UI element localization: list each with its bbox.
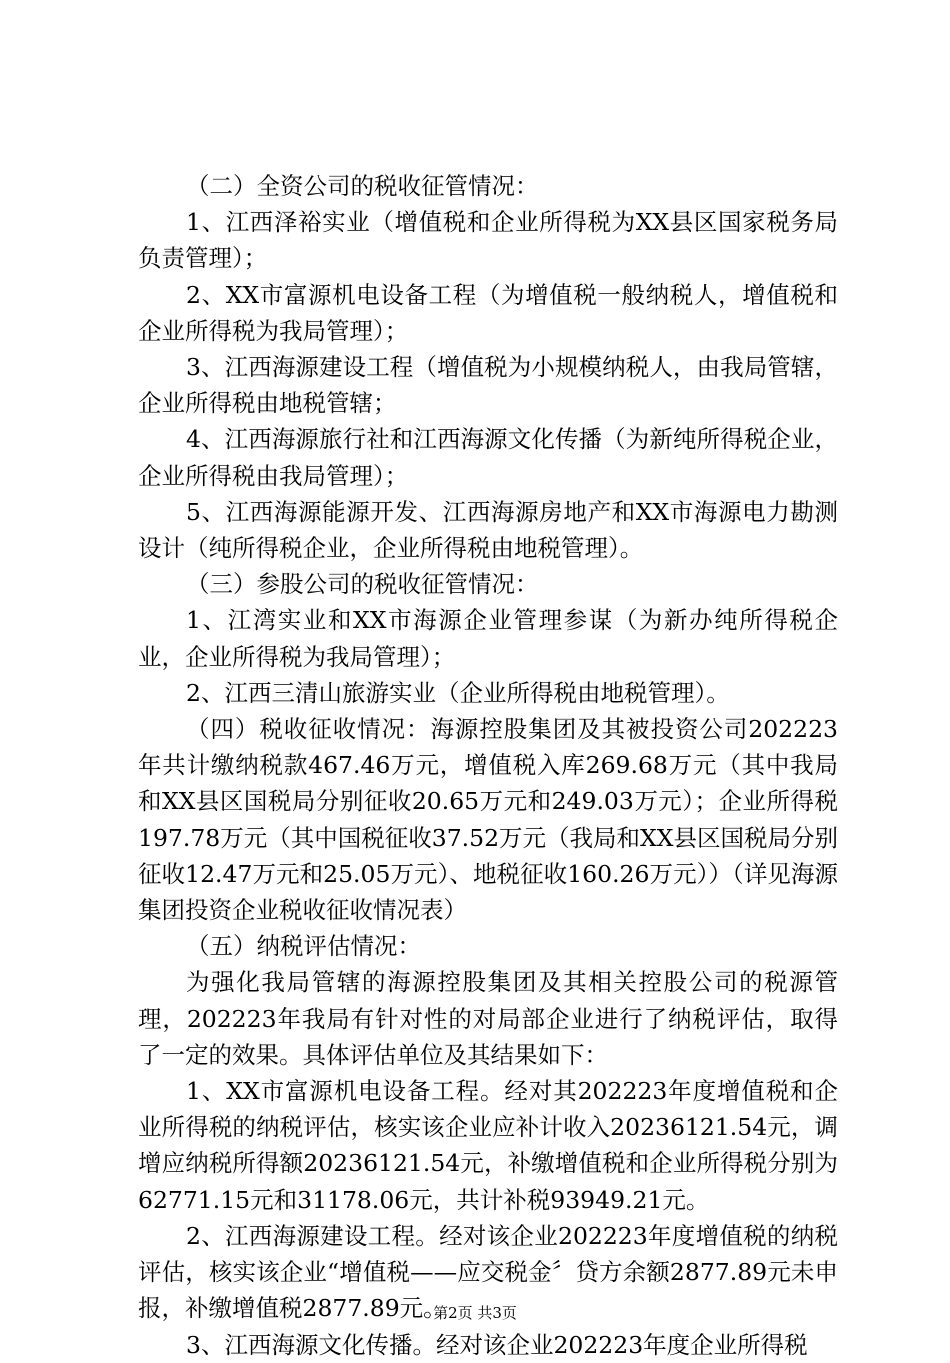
paragraph-item: 2、XX市富源机电设备工程（为增值税一般纳税人，增值税和企业所得税为我局管理）； — [138, 280, 838, 345]
paragraph-section-2-heading: （二）全资公司的税收征管情况： — [186, 172, 539, 200]
paragraph-item: 2、江西三清山旅游实业（企业所得税由地税管理）。 — [186, 678, 730, 707]
paragraph-section-4-tax-collection: （四）税收征收情况：海源控股集团及其被投资公司202223年共计缴纳税款467.46万元，增值税入库269.68万元（其中我局和XX县区国税局分别征收20.65万元和249.03万元）；企业所得税197.78万元（其中国税征收37.52万元（我局和XX县区国税局分别征收12.47万元和25.05万元）、地税征收160.26万元））（详见海源集团投资企业税收征收情况表） — [138, 715, 838, 925]
page-footer: 第2页 共3页 — [433, 1304, 517, 1322]
paragraph-item: 1、江西泽裕实业（增值税和企业所得税为XX县区国家税务局负责管理）； — [138, 208, 838, 273]
paragraph-item: 1、江湾实业和XX市海源企业管理参谋（为新办纯所得税企业，企业所得税为我局管理）； — [138, 606, 838, 671]
document-body — [138, 168, 838, 1363]
paragraph-item: 3、江西海源建设工程（增值税为小规模纳税人，由我局管辖，企业所得税由地税管辖； — [138, 353, 838, 418]
paragraph-item: 1、XX市富源机电设备工程。经对其202223年度增值税和企业所得税的纳税评估，核实该企业应补计收入20236121.54元，调增应纳税所得额20236121.54元，补缴增值税和企业所得税分别为62771.15元和31178.06元，共计补税93949.21元。 — [138, 1077, 838, 1214]
paragraph-section-3-heading: （三）参股公司的税收征管情况： — [186, 570, 539, 599]
paragraph-section-5-heading: （五）纳税评估情况： — [186, 932, 421, 961]
paragraph-item: 4、江西海源旅行社和江西海源文化传播（为新纯所得税企业，企业所得税由我局管理）； — [138, 425, 838, 490]
paragraph-body: 为强化我局管辖的海源控股集团及其相关控股公司的税源管理，202223年我局有针对性的对局部企业进行了纳税评估，取得了一定的效果。具体评估单位及其结果如下： — [138, 968, 838, 1069]
paragraph-item: 3、江西海源文化传播。经对该企业202223年度企业所得税 — [186, 1330, 808, 1359]
paragraph-item: 2、江西海源建设工程。经对该企业202223年度增值税的纳税评估，核实该企业“增值税——应交税金〞贷方余额2877.89元未申报，补缴增值税2877.89元。 — [138, 1221, 838, 1323]
paragraph-item: 5、江西海源能源开发、江西海源房地产和XX市海源电力勘测设计（纯所得税企业，企业所得税由地税管理）。 — [138, 497, 838, 563]
